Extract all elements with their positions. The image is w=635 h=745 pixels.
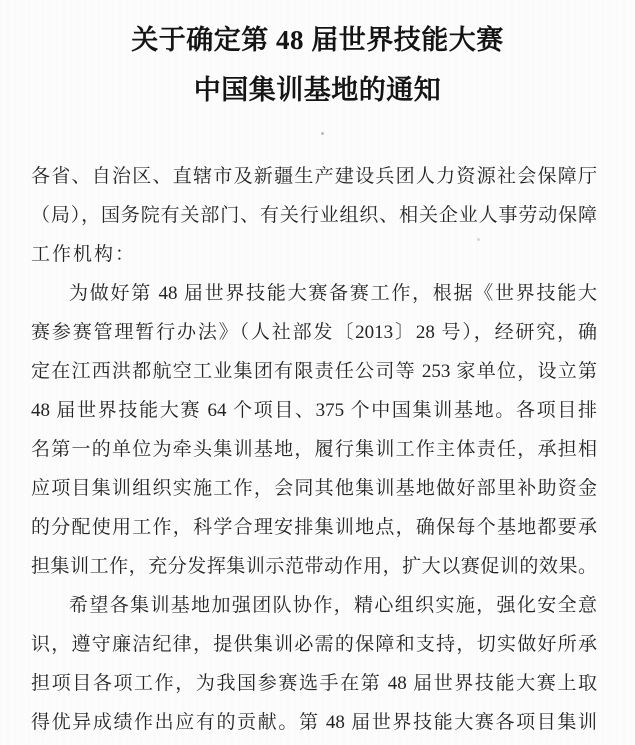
text-line: 的分配使用工作，科学合理安排集训地点，确保每个基地都要承 [31,517,597,538]
text-line: 48 届世界技能大赛 64 个项目、375 个中国集训基地。各项目排 [31,400,597,421]
text-line: 工作机构： [31,244,137,265]
text-line: 希望各集训基地加强团队协作，精心组织实施，强化安全意 [69,595,597,616]
document-title-line2: 中国集训基地的通知 [193,75,442,105]
paragraph [31,274,597,586]
text-line: 定在江西洪都航空工业集团有限责任公司等 253 家单位，设立第 [31,361,597,382]
text-line: 名第一的单位为牵头集训基地，履行集训工作主体责任，承担相 [31,439,597,460]
text-line: 为做好第 48 届世界技能大赛备赛工作，根据《世界技能大 [69,283,597,304]
scan-speck [321,132,324,135]
scan-speck [477,238,480,241]
text-line: 担项目各项工作，为我国参赛选手在第 48 届世界技能大赛上取 [31,673,597,694]
text-line: 各省、自治区、直辖市及新疆生产建设兵团人力资源社会保障厅 [31,166,597,187]
text-line: 应项目集训组织实施工作，会同其他集训基地做好部里补助资金 [31,478,597,499]
paragraph [31,586,597,742]
text-line: 赛参赛管理暂行办法》（人社部发〔2013〕28 号），经研究，确 [31,322,597,343]
document-body [31,157,597,742]
document-title [0,15,635,115]
text-line: 识，遵守廉洁纪律，提供集训必需的保障和支持，切实做好所承 [31,634,597,655]
text-line: （局），国务院有关部门、有关行业组织、相关企业人事劳动保障 [31,205,597,226]
text-line: 担集训工作，充分发挥集训示范带动作用，扩大以赛促训的效果。 [31,556,597,577]
document-title-line1: 关于确定第 48 届世界技能大赛 [131,25,504,55]
paragraph [31,157,597,274]
text-line: 得优异成绩作出应有的贡献。第 48 届世界技能大赛各项目集训 [31,712,597,733]
